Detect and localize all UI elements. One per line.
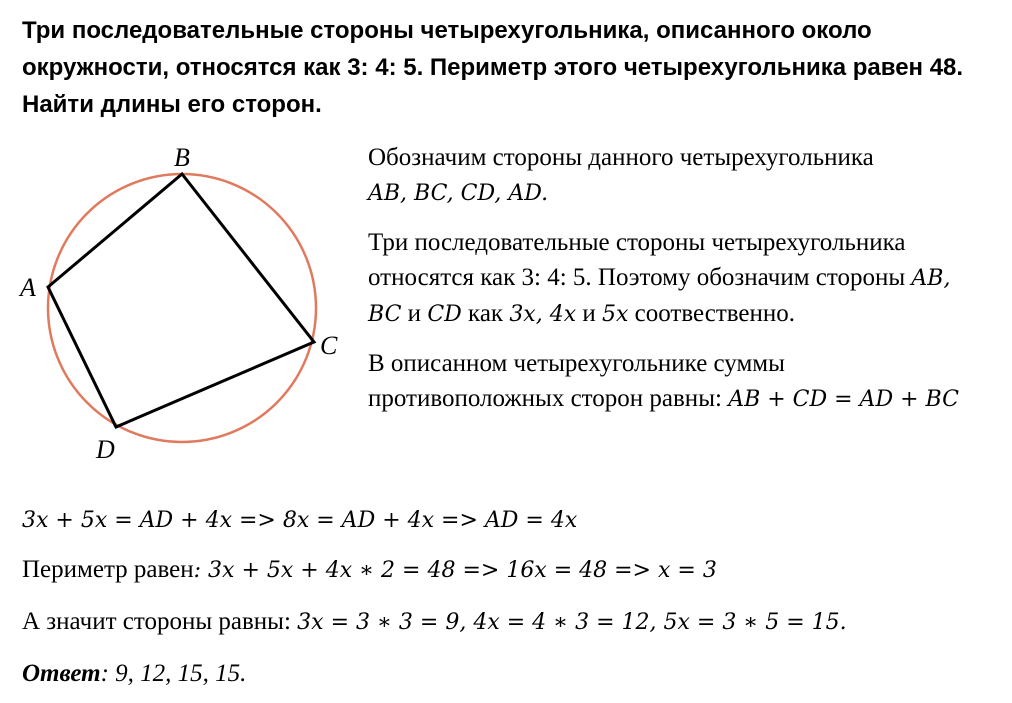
- answer-line: [22, 656, 997, 691]
- ratio-as: как: [461, 300, 510, 327]
- perimeter-label: Периметр равен: [22, 556, 194, 583]
- notation-math: AB, BC, CD, AD.: [368, 181, 549, 206]
- property-text: В описанном четырехугольнике суммы противоположных сторон равны:: [368, 350, 785, 412]
- perimeter-line: [22, 552, 997, 588]
- ratio-text: Три последовательные стороны четырехугольника относятся как 3: 4: 5. Поэтому обозначим стороны: [368, 229, 912, 291]
- ratio-math-1: AB, BC: [368, 266, 951, 327]
- answer-label: Ответ: [22, 660, 101, 687]
- answer-value: : 9, 12, 15, 15.: [100, 660, 247, 687]
- sides-line: [22, 604, 997, 640]
- vertex-label-a: A: [20, 273, 36, 302]
- ratio-math-2: CD: [427, 302, 462, 327]
- sides-label: А значит стороны равны:: [22, 608, 298, 635]
- problem-title: Три последовательные стороны четырехугольника, описанного около окружности, относятся как 3: 4: 5. Периметр этого четырехугольника равен 48. Найти длины его сторон.: [22, 17, 964, 118]
- property-math: AB + CD = AD + BC: [728, 387, 959, 412]
- ratio-math-4: 5x: [602, 302, 629, 327]
- solution-text: [368, 140, 968, 431]
- paragraph-ratio: [368, 225, 968, 332]
- sides-math: 3x = 3 ∗ 3 = 9, 4x = 4 ∗ 3 = 12, 5x = 3 ∗ 5 = 15.: [297, 610, 847, 635]
- vertex-label-b: B: [174, 143, 190, 172]
- vertex-label-c: C: [320, 331, 338, 360]
- ratio-math-3: 3x, 4x: [509, 302, 577, 327]
- ratio-and-2: и: [576, 300, 602, 327]
- quadrilateral-figure: [14, 140, 354, 470]
- equation-line: [22, 502, 997, 538]
- vertex-label-d: D: [96, 435, 115, 464]
- notation-text: Обозначим стороны данного четырехугольника: [368, 144, 874, 171]
- equation-math: 3x + 5x = AD + 4x => 8x = AD + 4x => AD = 4x: [22, 508, 578, 533]
- ratio-end: соотвественно.: [628, 300, 796, 327]
- paragraph-notation: [368, 140, 968, 211]
- circumscribed-circle: [48, 174, 316, 442]
- figure-svg: [14, 140, 354, 470]
- paragraph-property: [368, 346, 968, 417]
- perimeter-math: : 3x + 5x + 4x ∗ 2 = 48 => 16x = 48 => x = 3: [193, 558, 717, 583]
- ratio-and-1: и: [401, 300, 428, 327]
